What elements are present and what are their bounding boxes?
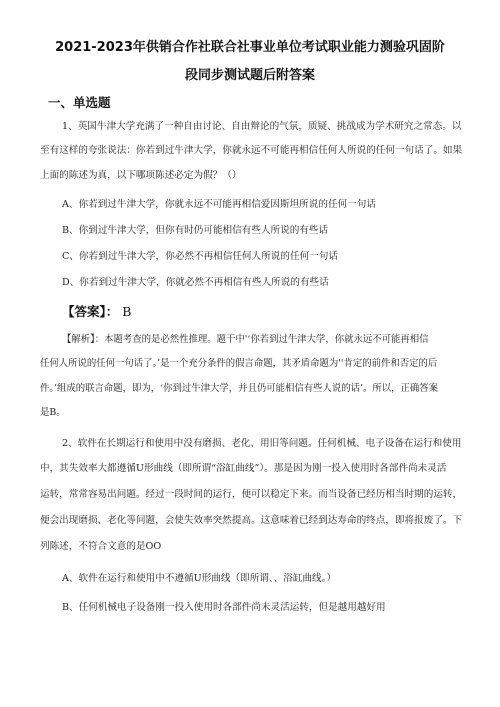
q2-stem-line-1: 2、软件在长期运行和使用中没有磨损、老化、用旧等问题。任何机械、电子设备在运行和使用 <box>62 438 462 449</box>
section-heading: 一、单选题 <box>48 95 111 110</box>
q1-answer <box>62 302 131 320</box>
q1-stem-line-3: 上面的陈述为真，以下哪项陈述必定为假？（） <box>40 170 242 181</box>
q2-option-a: A、软件在运行和使用中不遵循U形曲线（即所谓、、浴缸曲线。） <box>62 573 337 584</box>
q2-option-b: B、任何机械电子设备刚一投入使用时各部件尚未灵活运转，但是越用越好用 <box>62 602 386 613</box>
q1-option-b: B、你到过牛津大学，但你有时仍可能相信有些人所说的有些话 <box>62 225 329 236</box>
q1-analysis-line-3: 件。’组成的联言命题，即为，‘你到过牛津大学，并且仍可能相信有些人说的话’。所以，正确答案 <box>40 383 438 394</box>
document-title-line-2: 段同步测试题后附答案 <box>184 68 315 83</box>
q1-option-d: D、你若到过牛津大学，你就必然不再相信有些人所说的有些话 <box>62 277 329 288</box>
q2-stem-line-2: 中，其失效率大都遵循U形曲线（即所谓“浴缸曲线”）。那是因为刚一投入使用时各部件尚未灵活 <box>40 463 447 474</box>
answer-label: 【答案】： <box>62 304 119 319</box>
answer-value: B <box>122 304 132 319</box>
q2-stem-line-4: 便会出现磨损、老化等问题，会使失效率突然提高。这意味着已经到达寿命的终点，即将报废了。下 <box>40 515 463 526</box>
q1-analysis-line-4: 是B。 <box>40 407 66 418</box>
q1-stem-line-2: 至有这样的夸张说法：你若到过牛津大学，你就永远不可能再相信任何人所说的任何一句话了。如果 <box>40 145 463 156</box>
q1-option-a: A、你若到过牛津大学，你就永远不可能再相信爱因斯坦所说的任何一句话 <box>62 199 376 210</box>
q2-stem-line-5: 列陈述，不符合文意的是OO <box>40 541 162 552</box>
q1-analysis-line-2: 任何人所说的任何一句话了。’是一个充分条件的假言命题，其矛盾命题为''肯定的前件和否定的后 <box>40 358 438 369</box>
q1-option-c: C、你若到过牛津大学，你必然不再相信任何人所说的任何一句话 <box>62 251 338 262</box>
q1-stem-line-1: 1、英国牛津大学充满了一种自由讨论、自由辩论的气氛，质疑、挑战成为学术研究之常态。以 <box>62 121 462 132</box>
q2-stem-line-3: 运转，常常容易出问题。经过一段时间的运行，便可以稳定下来。而当设备已经历相当时期的运转， <box>40 489 463 500</box>
q1-analysis-line-1: 【解析】：本题考查的是必然性推理。题干中'‘你若到过牛津大学，你就永远不可能再相信 <box>62 334 429 345</box>
document-title-line-1: 2021-2023年供销合作社联合社事业单位考试职业能力测验巩固阶 <box>55 40 445 55</box>
